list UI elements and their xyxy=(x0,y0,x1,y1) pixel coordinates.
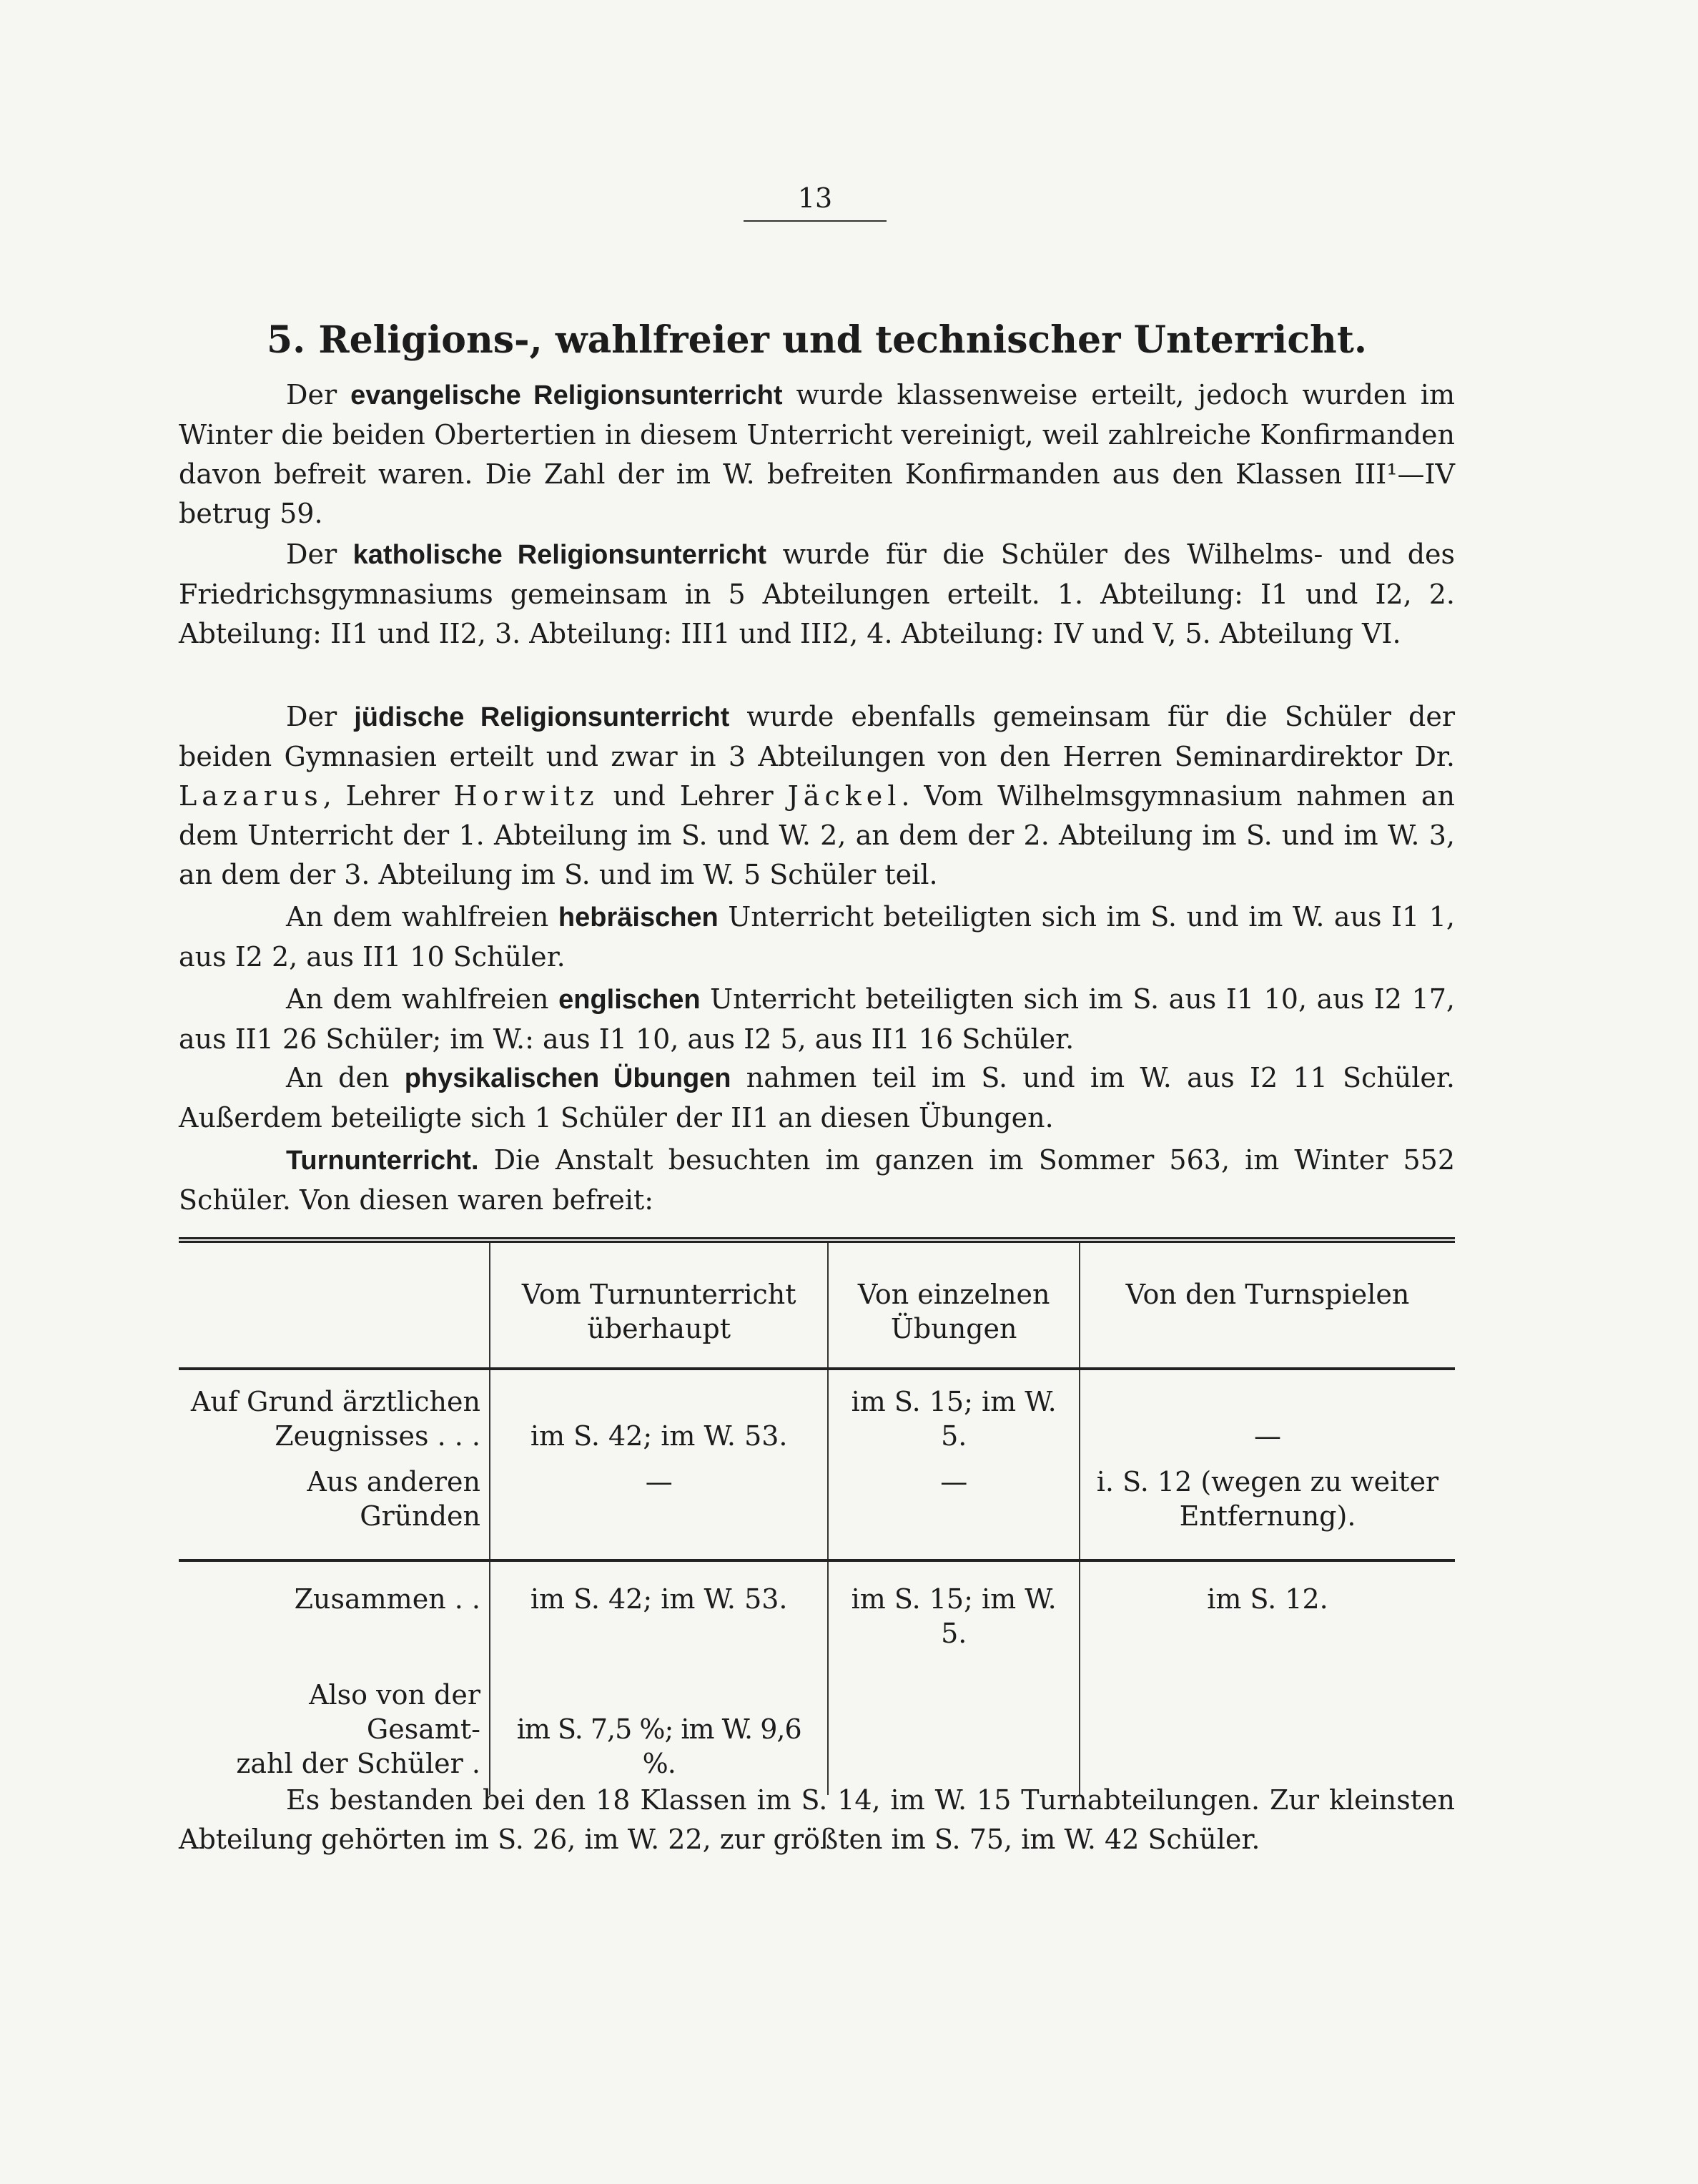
keyword-turnunterricht: Turnunterricht. xyxy=(286,1146,479,1176)
table-row xyxy=(179,1369,1455,1459)
paragraph-turnabteilungen: Es bestanden bei den 18 Klassen im S. 14, im W. 15 Turnabteilungen. Zur kleinsten Abteilung gehörten im S. 26, im W. 22, zur größten im S. 75, im W. 42 Schüler. xyxy=(179,1784,1455,1855)
paragraph-englisch: An dem wahlfreien englischen Unterricht beteiligten sich im S. aus I1 10, aus I2 17, aus II1 26 Schüler; im W.: aus I1 10, aus I2 5, aus II1 16 Schüler. xyxy=(179,983,1455,1055)
keyword-physik: physikalischen Übungen xyxy=(404,1063,731,1093)
table-row xyxy=(179,1459,1455,1560)
row-label-andere: Aus anderen Gründen xyxy=(307,1466,480,1532)
name-horwitz: Horwitz xyxy=(453,780,599,812)
paragraph-physik: An den physikalischen Übungen nahmen teil im S. und im W. aus I2 11 Schüler. Außerdem beteiligte sich 1 Schüler der II1 an diesen Übungen. xyxy=(179,1062,1455,1133)
table-cell: im S. 42; im W. 53. xyxy=(490,1560,828,1656)
row-label-gesamtzahl: Also von der Gesamt- zahl der Schüler . xyxy=(236,1679,480,1779)
table-header-row xyxy=(179,1240,1455,1369)
table-header-uebungen: Von einzelnen Übungen xyxy=(828,1240,1080,1369)
row-label-aerztlich: Auf Grund ärztlichen Zeugnisses . . . xyxy=(179,1369,490,1459)
befreiungen-table xyxy=(179,1237,1455,1795)
table-cell xyxy=(1080,1656,1455,1795)
table-cell: — xyxy=(828,1459,1080,1560)
table-row xyxy=(179,1560,1455,1656)
row-label-zusammen: Zusammen . . xyxy=(179,1560,490,1656)
table-cell: im S. 12. xyxy=(1080,1560,1455,1656)
table-cell: — xyxy=(1080,1369,1455,1459)
keyword-englisch: englischen xyxy=(558,985,701,1015)
table-header-empty xyxy=(179,1240,490,1369)
table-cell: im S. 42; im W. 53. xyxy=(490,1369,828,1459)
page-number-rule xyxy=(744,220,887,222)
keyword-hebraeisch: hebräischen xyxy=(558,902,719,933)
keyword-evangelisch: evangelische Religionsunterricht xyxy=(350,380,783,410)
paragraph-juedisch: Der jüdische Religionsunterricht wurde ebenfalls gemeinsam für die Schüler der beiden Gymnasien erteilt und zwar in 3 Abteilungen von den Herren Seminardirektor Dr. Lazarus, Lehrer Horwitz und Lehrer Jäckel. Vom Wilhelmsgymnasium nahmen an dem Unterricht der 1. Abteilung im S. und W. 2, an dem der 2. Abteilung im S. und im W. 3, an dem der 3. Abteilung im S. und im W. 5 Schüler teil. xyxy=(179,701,1455,890)
name-lazarus: Lazarus xyxy=(179,780,323,812)
table-cell: im S. 15; im W. 5. xyxy=(828,1560,1080,1656)
paragraph-evangelisch: Der evangelische Religionsunterricht wurde klassenweise erteilt, jedoch wurden im Winter die beiden Obertertien in diesem Unterricht vereinigt, weil zahlreiche Konfirmanden davon befreit waren. Die Zahl der im W. befreiten Konfirmanden aus den Klassen III¹—IV betrug 59. xyxy=(179,379,1455,529)
table-header-turnunterricht: Vom Turnunterricht überhaupt xyxy=(490,1240,828,1369)
table-cell: i. S. 12 (wegen zu weiter Entfernung). xyxy=(1080,1459,1455,1560)
keyword-katholisch: katholische Religionsunterricht xyxy=(352,540,767,570)
page-number: 13 xyxy=(797,182,833,214)
section-title: 5. Religions-, wahlfreier und technischer Unterricht. xyxy=(266,318,1367,362)
table-header-turnspiele: Von den Turnspielen xyxy=(1080,1240,1455,1369)
paragraph-turnunterricht: Turnunterricht. Die Anstalt besuchten im ganzen im Sommer 563, im Winter 552 Schüler. Von diesen waren befreit: xyxy=(179,1144,1455,1216)
paragraph-hebraeisch: An dem wahlfreien hebräischen Unterricht beteiligten sich im S. und im W. aus I1 1, aus I2 2, aus II1 10 Schüler. xyxy=(179,901,1455,973)
table-cell: — xyxy=(490,1459,828,1560)
keyword-juedisch: jüdische Religionsunterricht xyxy=(354,702,730,732)
paragraph-katholisch: Der katholische Religionsunterricht wurde für die Schüler des Wilhelms- und des Friedrichsgymnasiums gemeinsam in 5 Abteilungen erteilt. 1. Abteilung: I1 und I2, 2. Abteilung: II1 und II2, 3. Abteilung: III1 und III2, 4. Abteilung: IV und V, 5. Abteilung VI. xyxy=(179,538,1456,649)
table-row xyxy=(179,1656,1455,1795)
table-cell xyxy=(828,1656,1080,1795)
table-cell: im S. 15; im W. 5. xyxy=(828,1369,1080,1459)
name-jaeckel: Jäckel xyxy=(787,780,902,812)
table-cell: im S. 7,5 %; im W. 9,6 %. xyxy=(490,1656,828,1795)
